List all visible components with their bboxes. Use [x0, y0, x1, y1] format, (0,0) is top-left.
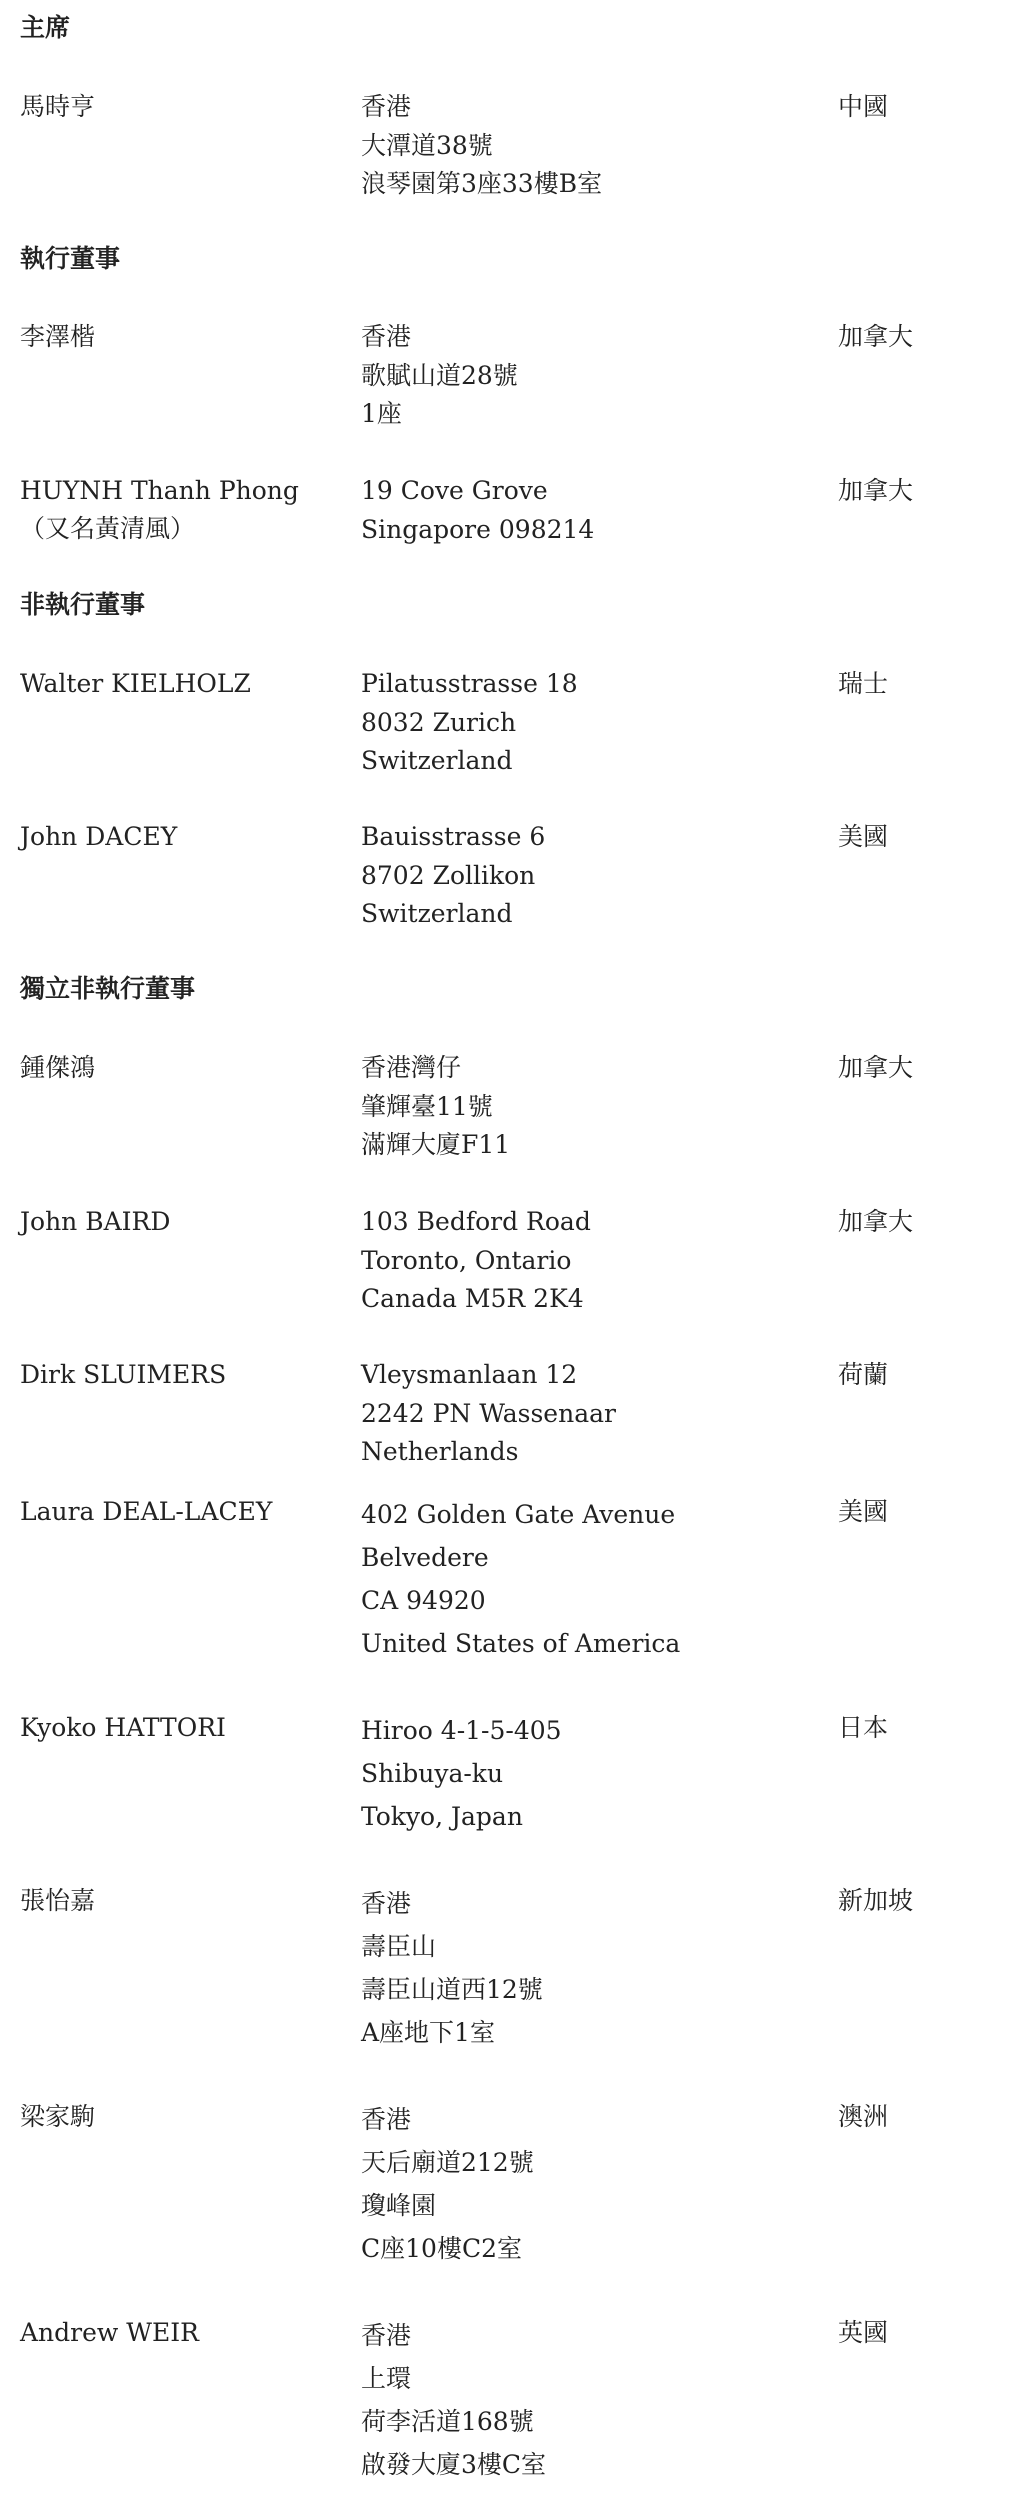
director-name-line: Kyoko HATTORI	[20, 1713, 226, 1742]
director-name-line: 張怡嘉	[20, 1886, 96, 1915]
section-heading-executive-directors: 執行董事	[20, 244, 121, 273]
director-address	[361, 2314, 811, 2486]
director-nationality: 澳洲	[838, 2102, 889, 2131]
address-line: 歌賦山道28號	[361, 360, 518, 390]
director-address	[361, 1356, 811, 1472]
director-name	[20, 2314, 350, 2352]
director-name-line: John DACEY	[20, 822, 178, 851]
director-nationality: 加拿大	[838, 322, 914, 351]
address-line: Bauisstrasse 6	[361, 822, 546, 851]
address-line: 香港	[361, 92, 412, 121]
address-line: 大潭道38號	[361, 130, 493, 160]
address-line: Tokyo, Japan	[361, 1802, 523, 1831]
director-name-line: HUYNH Thanh Phong	[20, 476, 299, 505]
address-line: 上環	[361, 2364, 412, 2393]
address-line: 香港灣仔	[361, 1053, 462, 1082]
address-line: CA 94920	[361, 1586, 486, 1615]
address-line: 啟發大廈3樓C室	[361, 2450, 547, 2479]
address-line: C座10樓C2室	[361, 2234, 522, 2263]
address-line: Switzerland	[361, 746, 513, 775]
director-name-line: Laura DEAL-LACEY	[20, 1497, 273, 1526]
director-nationality: 美國	[838, 1497, 889, 1526]
director-nationality: 日本	[838, 1713, 889, 1742]
director-name-line: Dirk SLUIMERS	[20, 1360, 227, 1389]
director-alias-line: （又名黃清風）	[20, 514, 196, 543]
address-line: Vleysmanlaan 12	[361, 1360, 578, 1389]
director-address	[361, 1493, 811, 1665]
address-line: 肇輝臺11號	[361, 1091, 493, 1121]
director-address	[361, 1203, 811, 1319]
director-name	[20, 88, 350, 126]
address-line: 2242 PN Wassenaar	[361, 1398, 616, 1428]
director-name	[20, 1049, 350, 1087]
director-nationality: 中國	[838, 92, 889, 121]
address-line: 香港	[361, 322, 412, 351]
address-line: 瓊峰園	[361, 2191, 437, 2220]
director-address	[361, 818, 811, 934]
director-address	[361, 665, 811, 781]
director-name	[20, 2098, 350, 2136]
director-name-line: 梁家駒	[20, 2102, 96, 2131]
address-line: 8032 Zurich	[361, 707, 517, 737]
address-line: 香港	[361, 1889, 412, 1918]
director-name-line: Andrew WEIR	[20, 2318, 199, 2347]
director-nationality: 英國	[838, 2318, 889, 2347]
address-line: 8702 Zollikon	[361, 860, 536, 890]
address-line: 香港	[361, 2105, 412, 2134]
director-name	[20, 1709, 350, 1747]
director-nationality: 荷蘭	[838, 1360, 889, 1389]
address-line: Belvedere	[361, 1543, 489, 1572]
address-line: 103 Bedford Road	[361, 1207, 591, 1236]
director-name	[20, 1493, 350, 1531]
director-nationality: 新加坡	[838, 1886, 914, 1915]
section-heading-independent-non-executive-directors: 獨立非執行董事	[20, 974, 196, 1003]
director-name	[20, 1882, 350, 1920]
director-nationality: 加拿大	[838, 476, 914, 505]
director-name-line: 鍾傑鴻	[20, 1053, 96, 1082]
address-line: 荷李活道168號	[361, 2407, 534, 2436]
director-nationality: 加拿大	[838, 1053, 914, 1082]
director-name	[20, 1356, 350, 1394]
director-name	[20, 818, 350, 856]
director-name	[20, 472, 350, 548]
director-name-line: 馬時亨	[20, 92, 96, 121]
director-address	[361, 1882, 811, 2054]
director-address	[361, 2098, 811, 2270]
address-line: A座地下1室	[361, 2018, 495, 2047]
director-address	[361, 1709, 811, 1838]
address-line: Hiroo 4-1-5-405	[361, 1716, 562, 1745]
address-line: 402 Golden Gate Avenue	[361, 1500, 676, 1529]
address-line: Switzerland	[361, 899, 513, 928]
section-heading-non-executive-directors: 非執行董事	[20, 590, 146, 619]
director-name	[20, 318, 350, 356]
director-nationality: 瑞士	[838, 669, 889, 698]
address-line: 壽臣山道西12號	[361, 1975, 543, 2004]
address-line: 1座	[361, 399, 402, 428]
director-nationality: 加拿大	[838, 1207, 914, 1236]
address-line: 19 Cove Grove	[361, 476, 548, 505]
director-address	[361, 472, 811, 549]
address-line: 香港	[361, 2321, 412, 2350]
director-address	[361, 88, 811, 204]
director-name-line: John BAIRD	[20, 1207, 171, 1236]
address-line: United States of America	[361, 1629, 681, 1658]
address-line: Canada M5R 2K4	[361, 1284, 584, 1313]
director-name-line: 李澤楷	[20, 322, 96, 351]
director-nationality: 美國	[838, 822, 889, 851]
address-line: Pilatusstrasse 18	[361, 669, 578, 698]
section-heading-chairman: 主席	[20, 13, 71, 42]
address-line: 壽臣山	[361, 1932, 437, 1961]
address-line: 滿輝大廈F11	[361, 1130, 511, 1159]
address-line: 天后廟道212號	[361, 2148, 534, 2177]
address-line: Toronto, Ontario	[361, 1245, 572, 1275]
address-line: 浪琴園第3座33樓B室	[361, 169, 603, 198]
address-line: Shibuya-ku	[361, 1759, 504, 1788]
director-name-line: Walter KIELHOLZ	[20, 669, 251, 698]
address-line: Singapore 098214	[361, 514, 595, 544]
director-name	[20, 1203, 350, 1241]
director-address	[361, 318, 811, 434]
address-line: Netherlands	[361, 1437, 519, 1466]
director-name	[20, 665, 350, 703]
director-address	[361, 1049, 811, 1165]
